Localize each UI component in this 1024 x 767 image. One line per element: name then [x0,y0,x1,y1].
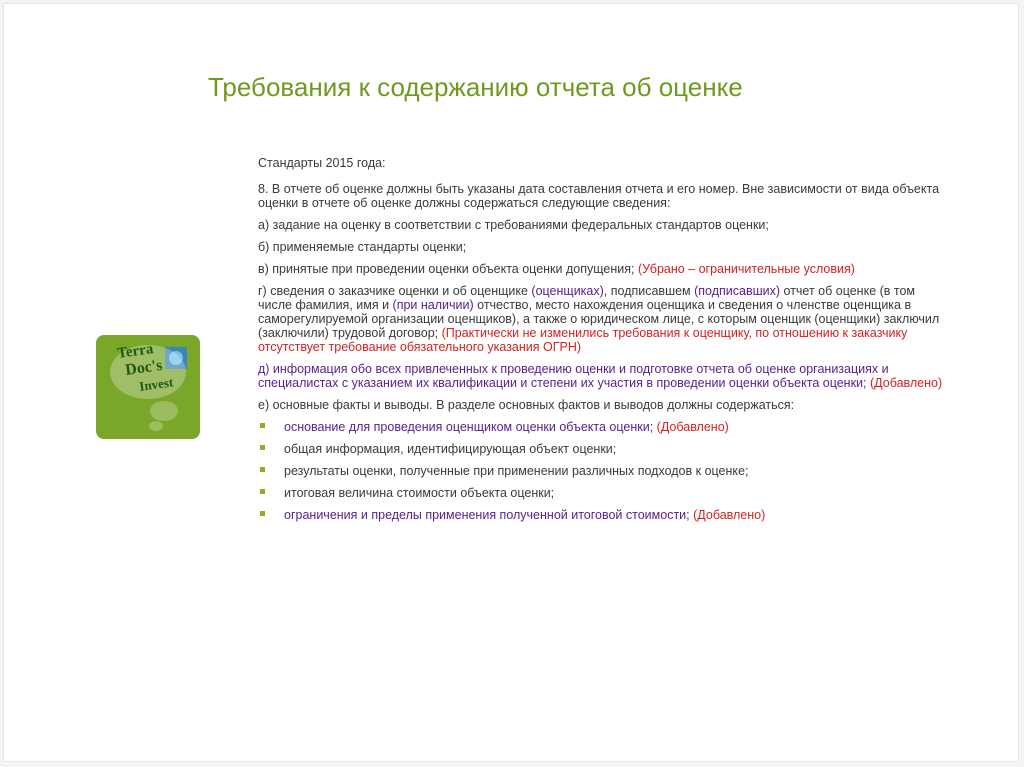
item-d-text: д) информация обо всех привлеченных к проведению оценки и подготовке отчета об оценке организациях и специалистах с указанием их квалификации и степени их участия в проведении оценки объекта оценки; [258,362,889,390]
list-item-note: (Добавлено) [656,420,729,434]
list-item-text: ограничения и пределы применения полученной итоговой стоимости; [284,508,694,522]
item-d-note: (Добавлено) [869,376,943,390]
standards-heading: Стандарты 2015 года: [258,156,386,170]
list-item-note: (Добавлено) [693,508,766,522]
list-item-text: итоговая величина стоимости объекта оценки; [284,486,555,500]
item-g-text-4: отчество, место нахождения оценщика и сведения о членстве оценщика в саморегулируемой организации оценщиков), а также о юридическом лице, с которым оценщик (оценщики) заключил (заключили) трудовой договор; [258,298,940,340]
terradocs-logo [96,335,200,439]
item-g-highlight-1: (оценщиках) [531,284,604,298]
logo-text-docs: Doc's [124,356,164,379]
list-item [258,420,950,434]
item-g-note: (Практически не изменились требования к оценщику, по отношению к заказчику отсутствует требование обязательного указания ОГРН) [258,326,908,354]
slide [3,3,1019,762]
list-item [258,464,950,478]
item-g-text-3: отчет об оценке (в том числе фамилия, имя и [258,284,916,312]
slide-title: Требования к содержанию отчета об оценке [208,72,743,102]
list-item [258,486,950,500]
item-g [258,284,950,354]
list-item [258,442,950,456]
item-g-text-2: , подписавшем [603,284,695,298]
logo-text-invest: Invest [138,374,175,394]
item-v-note: (Убрано – ограничительные условия) [637,262,855,276]
item-a: а) задание на оценку в соответствии с требованиями федеральных стандартов оценки; [258,218,769,232]
paragraph-8: 8. В отчете об оценке должны быть указаны дата составления отчета и его номер. Вне зависимости от вида объекта оценки в отчете об оценке должны содержаться следующие сведения: [258,182,940,210]
item-d [258,362,950,390]
item-g-highlight-3: (при наличии) [392,298,474,312]
slide-body [258,156,950,530]
list-item-text: результаты оценки, полученные при применении различных подходов к оценке; [284,464,749,478]
list-item-text: основание для проведения оценщиком оценки объекта оценки; [284,420,657,434]
item-v [258,262,950,276]
list-item-text: общая информация, идентифицирующая объект оценки; [284,442,617,456]
item-g-highlight-2: (подписавших) [694,284,781,298]
item-v-text: в) принятые при проведении оценки объекта оценки допущения; [258,262,638,276]
facts-list [258,420,950,522]
item-e: е) основные факты и выводы. В разделе основных фактов и выводов должны содержаться: [258,398,795,412]
logo-text-terra: Terra [116,341,155,362]
item-b: б) применяемые стандарты оценки; [258,240,467,254]
list-item [258,508,950,522]
item-g-text-1: г) сведения о заказчике оценки и об оценщике [258,284,532,298]
